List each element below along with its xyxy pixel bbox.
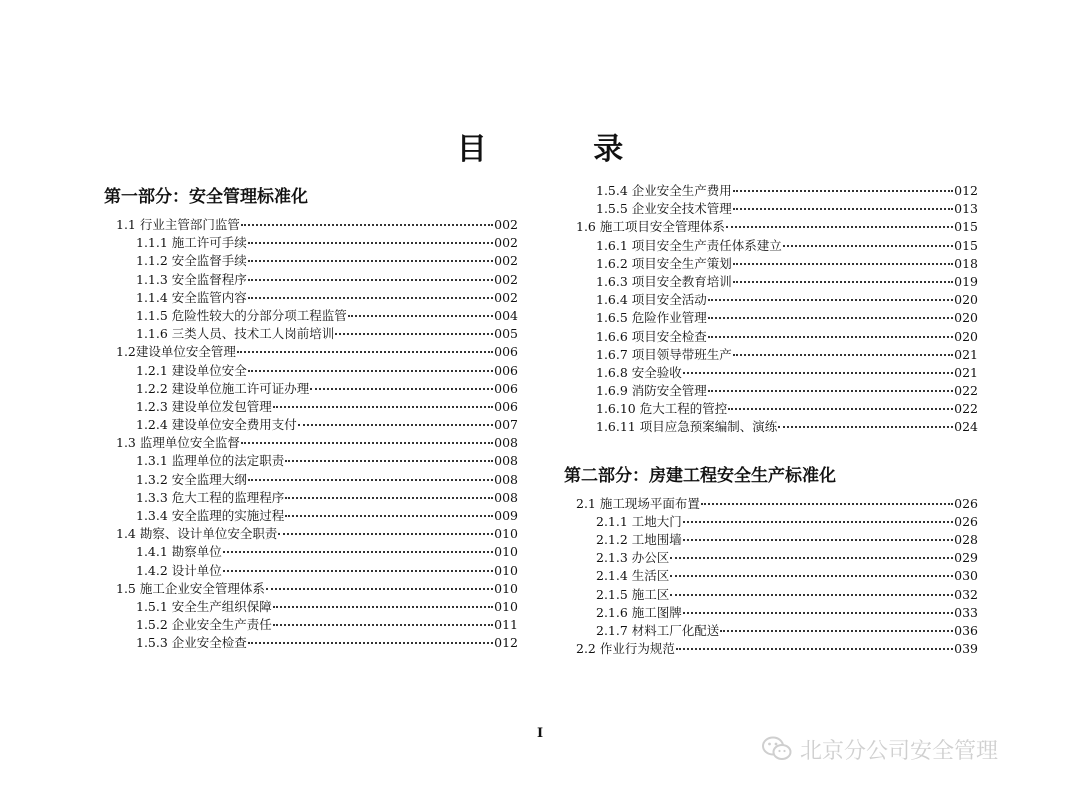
- toc-subsection-entry: [564, 346, 978, 364]
- toc-subsection-entry: [104, 562, 518, 580]
- toc-entry-page: 010: [494, 544, 518, 560]
- toc-dot-leader: [223, 551, 493, 553]
- toc-dot-leader: [237, 351, 493, 353]
- toc-subsection-entry: [564, 255, 978, 273]
- toc-dot-leader: [298, 424, 493, 426]
- toc-entry-label: 1.6.3 项目安全教育培训: [596, 273, 732, 289]
- toc-right-list-top: [564, 182, 978, 437]
- toc-dot-leader: [701, 503, 953, 505]
- toc-entry-label: 1.1 行业主管部门监管: [116, 217, 240, 232]
- toc-dot-leader: [708, 336, 953, 338]
- toc-entry-label: 2.1.2 工地围墙: [596, 532, 682, 547]
- toc-entry-label: 2.1.4 生活区: [596, 568, 670, 584]
- toc-entry-label: 1.6.2 项目安全生产策划: [596, 255, 732, 271]
- toc-dot-leader: [733, 190, 953, 192]
- toc-entry-label: 1.1.3 安全监督程序: [136, 271, 247, 287]
- toc-dot-leader: [285, 497, 493, 499]
- toc-entry-page: 022: [954, 383, 978, 399]
- toc-subsection-entry: [564, 549, 978, 567]
- toc-entry-page: 022: [954, 401, 978, 417]
- toc-entry-label: 1.6 施工项目安全管理体系: [576, 219, 725, 235]
- toc-entry-page: 006: [494, 380, 518, 396]
- toc-entry-label: 1.1.2 安全监督手续: [136, 253, 247, 269]
- toc-subsection-entry: [104, 489, 518, 507]
- toc-subsection-entry: [104, 634, 518, 652]
- toc-entry-label: 2.2 作业行为规范: [576, 641, 675, 657]
- toc-dot-leader: [278, 533, 493, 535]
- toc-subsection-entry: [104, 543, 518, 561]
- toc-entry-label: 2.1.5 施工区: [596, 586, 670, 602]
- toc-left-column: [104, 182, 518, 653]
- toc-subsection-entry: [564, 237, 978, 255]
- toc-entry-label: 1.6.10 危大工程的管控: [596, 401, 728, 417]
- toc-subsection-entry: [564, 513, 978, 531]
- toc-subsection-entry: [564, 400, 978, 418]
- toc-entry-page: 015: [954, 237, 978, 253]
- toc-entry-label: 1.1.5 危险性较大的分部分项工程监管: [136, 307, 347, 323]
- toc-section-entry: [564, 640, 978, 658]
- toc-entry-page: 036: [954, 622, 978, 638]
- toc-dot-leader: [783, 245, 953, 247]
- toc-dot-leader: [733, 208, 953, 210]
- toc-subsection-entry: [104, 452, 518, 470]
- toc-section-entry: [104, 580, 518, 598]
- toc-dot-leader: [223, 570, 493, 572]
- toc-entry-page: 006: [494, 344, 518, 360]
- toc-subsection-entry: [104, 398, 518, 416]
- toc-dot-leader: [348, 315, 493, 317]
- toc-section-entry: [104, 216, 518, 234]
- toc-entry-label: 2.1.3 办公区: [596, 550, 670, 566]
- toc-entry-page: 012: [954, 183, 978, 198]
- toc-subsection-entry: [104, 234, 518, 252]
- toc-dot-leader: [670, 594, 953, 596]
- toc-entry-page: 008: [494, 471, 518, 487]
- toc-dot-leader: [733, 263, 953, 265]
- toc-entry-page: 010: [494, 580, 518, 596]
- toc-entry-page: 010: [494, 562, 518, 578]
- toc-entry-label: 1.4.2 设计单位: [136, 562, 222, 578]
- toc-right-list-bottom: [564, 495, 978, 659]
- wechat-icon: [762, 736, 792, 762]
- toc-entry-label: 1.2建设单位安全管理: [116, 344, 236, 360]
- toc-dot-leader: [241, 224, 493, 226]
- toc-entry-label: 1.6.6 项目安全检查: [596, 328, 707, 344]
- toc-entry-label: 1.1.1 施工许可手续: [136, 235, 247, 251]
- watermark-text: 北京分公司安全管理: [800, 738, 999, 764]
- toc-entry-label: 1.2.1 建设单位安全: [136, 362, 247, 378]
- toc-subsection-entry: [564, 382, 978, 400]
- toc-entry-page: 002: [494, 217, 518, 232]
- toc-entry-label: 1.4.1 勘察单位: [136, 544, 222, 560]
- toc-entry-label: 2.1.1 工地大门: [596, 513, 682, 529]
- toc-entry-page: 033: [954, 604, 978, 620]
- toc-entry-label: 1.3.4 安全监理的实施过程: [136, 508, 285, 523]
- toc-entry-label: 1.6.7 项目领导带班生产: [596, 346, 732, 362]
- toc-entry-page: 026: [954, 495, 978, 511]
- toc-dot-leader: [285, 460, 493, 462]
- toc-dot-leader: [676, 648, 953, 650]
- toc-subsection-entry: [564, 182, 978, 200]
- toc-entry-label: 2.1.7 材料工厂化配送: [596, 622, 720, 638]
- toc-subsection-entry: [104, 380, 518, 398]
- toc-entry-label: 1.1.6 三类人员、技术工人岗前培训: [136, 326, 335, 342]
- toc-entry-label: 1.5.5 企业安全技术管理: [596, 201, 732, 217]
- toc-subsection-entry: [104, 471, 518, 489]
- toc-dot-leader: [683, 372, 953, 374]
- toc-section-entry: [564, 218, 978, 236]
- toc-entry-label: 1.5.1 安全生产组织保障: [136, 598, 272, 614]
- toc-subsection-entry: [104, 325, 518, 343]
- toc-dot-leader: [733, 281, 953, 283]
- toc-entry-label: 2.1 施工现场平面布置: [576, 495, 700, 511]
- toc-entry-page: 013: [954, 201, 978, 217]
- toc-dot-leader: [683, 539, 953, 541]
- toc-entry-page: 008: [494, 435, 518, 451]
- toc-entry-page: 032: [954, 586, 978, 602]
- toc-dot-leader: [248, 297, 493, 299]
- toc-subsection-entry: [564, 364, 978, 382]
- toc-dot-leader: [778, 426, 953, 428]
- toc-right-column: [564, 182, 978, 658]
- toc-dot-leader: [273, 406, 493, 408]
- toc-subsection-entry: [564, 567, 978, 585]
- toc-subsection-entry: [564, 273, 978, 291]
- toc-entry-page: 029: [954, 550, 978, 566]
- toc-entry-label: 1.4 勘察、设计单位安全职责: [116, 526, 278, 542]
- toc-entry-page: 010: [494, 526, 518, 542]
- toc-entry-page: 015: [954, 219, 978, 235]
- toc-entry-page: 006: [494, 362, 518, 378]
- toc-subsection-entry: [564, 531, 978, 549]
- toc-dot-leader: [708, 299, 953, 301]
- toc-entry-page: 019: [954, 273, 978, 289]
- toc-section-entry: [564, 495, 978, 513]
- toc-entry-page: 020: [954, 310, 978, 326]
- toc-entry-page: 030: [954, 568, 978, 584]
- toc-entry-page: 026: [954, 513, 978, 529]
- toc-entry-label: 1.2.4 建设单位安全费用支付: [136, 417, 297, 433]
- part-two-heading: 第二部分：房建工程安全生产标准化: [564, 465, 836, 486]
- toc-dot-leader: [248, 370, 493, 372]
- toc-dot-leader: [273, 606, 493, 608]
- toc-entry-page: 020: [954, 292, 978, 308]
- toc-section-entry: [104, 525, 518, 543]
- toc-dot-leader: [726, 226, 953, 228]
- toc-entry-label: 1.6.11 项目应急预案编制、演练: [596, 419, 778, 435]
- toc-entry-page: 009: [494, 508, 518, 523]
- toc-entry-page: 024: [954, 419, 978, 435]
- toc-dot-leader: [273, 624, 493, 626]
- toc-entry-page: 021: [954, 346, 978, 362]
- toc-subsection-entry: [564, 586, 978, 604]
- toc-dot-leader: [670, 557, 953, 559]
- toc-subsection-entry: [564, 418, 978, 436]
- toc-entry-page: 008: [494, 489, 518, 505]
- toc-entry-page: 002: [494, 253, 518, 269]
- toc-subsection-entry: [104, 289, 518, 307]
- toc-entry-page: 006: [494, 398, 518, 414]
- toc-entry-label: 1.2.2 建设单位施工许可证办理: [136, 380, 310, 396]
- toc-dot-leader: [248, 279, 493, 281]
- toc-subsection-entry: [104, 307, 518, 325]
- toc-entry-label: 1.3 监理单位安全监督: [116, 435, 240, 451]
- toc-subsection-entry: [564, 604, 978, 622]
- toc-dot-leader: [683, 612, 953, 614]
- toc-entry-page: 002: [494, 271, 518, 287]
- toc-entry-label: 1.5.2 企业安全生产责任: [136, 617, 272, 633]
- toc-dot-leader: [248, 260, 493, 262]
- toc-entry-label: 1.5 施工企业安全管理体系: [116, 580, 265, 596]
- toc-entry-label: 1.3.3 危大工程的监理程序: [136, 489, 285, 505]
- toc-title: 目 录: [456, 132, 672, 167]
- toc-entry-label: 1.6.5 危险作业管理: [596, 310, 707, 326]
- toc-dot-leader: [310, 388, 493, 390]
- toc-subsection-entry: [564, 328, 978, 346]
- toc-entry-page: 002: [494, 289, 518, 305]
- toc-entry-page: 020: [954, 328, 978, 344]
- toc-dot-leader: [733, 354, 953, 356]
- toc-dot-leader: [720, 630, 953, 632]
- toc-left-list: [104, 216, 518, 653]
- toc-entry-page: 008: [494, 453, 518, 469]
- toc-entry-label: 1.6.9 消防安全管理: [596, 383, 707, 399]
- toc-subsection-entry: [104, 507, 518, 525]
- toc-entry-label: 1.6.4 项目安全活动: [596, 292, 707, 308]
- toc-entry-label: 1.1.4 安全监管内容: [136, 289, 247, 305]
- toc-entry-label: 1.5.3 企业安全检查: [136, 635, 247, 651]
- toc-entry-page: 018: [954, 255, 978, 271]
- toc-dot-leader: [670, 575, 953, 577]
- toc-subsection-entry: [564, 200, 978, 218]
- toc-entry-label: 1.6.1 项目安全生产责任体系建立: [596, 237, 782, 253]
- toc-dot-leader: [248, 642, 493, 644]
- toc-dot-leader: [266, 588, 493, 590]
- toc-entry-page: 039: [954, 641, 978, 657]
- toc-entry-page: 011: [494, 617, 518, 633]
- toc-subsection-entry: [564, 309, 978, 327]
- toc-entry-label: 1.2.3 建设单位发包管理: [136, 398, 272, 414]
- part-one-heading: 第一部分：安全管理标准化: [104, 187, 308, 207]
- toc-entry-page: 010: [494, 598, 518, 614]
- toc-entry-page: 004: [494, 307, 518, 323]
- toc-entry-page: 007: [494, 417, 518, 433]
- toc-dot-leader: [241, 442, 493, 444]
- toc-subsection-entry: [104, 362, 518, 380]
- toc-subsection-entry: [104, 598, 518, 616]
- toc-subsection-entry: [564, 291, 978, 309]
- toc-subsection-entry: [104, 252, 518, 270]
- toc-subsection-entry: [104, 616, 518, 634]
- toc-dot-leader: [285, 515, 493, 517]
- toc-entry-page: 012: [494, 635, 518, 651]
- toc-entry-label: 2.1.6 施工图牌: [596, 604, 682, 620]
- toc-entry-label: 1.3.2 安全监理大纲: [136, 471, 247, 487]
- toc-subsection-entry: [104, 271, 518, 289]
- toc-dot-leader: [728, 408, 953, 410]
- toc-subsection-entry: [564, 622, 978, 640]
- toc-entry-page: 002: [494, 235, 518, 251]
- toc-section-entry: [104, 343, 518, 361]
- toc-section-entry: [104, 434, 518, 452]
- toc-entry-page: 028: [954, 532, 978, 547]
- page-numeral: I: [536, 726, 544, 741]
- toc-entry-label: 1.3.1 监理单位的法定职责: [136, 453, 285, 469]
- toc-entry-page: 021: [954, 364, 978, 380]
- toc-entry-page: 005: [494, 326, 518, 342]
- toc-entry-label: 1.5.4 企业安全生产费用: [596, 183, 732, 198]
- toc-dot-leader: [708, 390, 953, 392]
- toc-dot-leader: [248, 479, 493, 481]
- watermark: [762, 734, 998, 764]
- toc-dot-leader: [248, 242, 493, 244]
- toc-subsection-entry: [104, 416, 518, 434]
- toc-dot-leader: [335, 333, 493, 335]
- toc-dot-leader: [683, 521, 953, 523]
- toc-dot-leader: [708, 317, 953, 319]
- toc-entry-label: 1.6.8 安全验收: [596, 364, 682, 380]
